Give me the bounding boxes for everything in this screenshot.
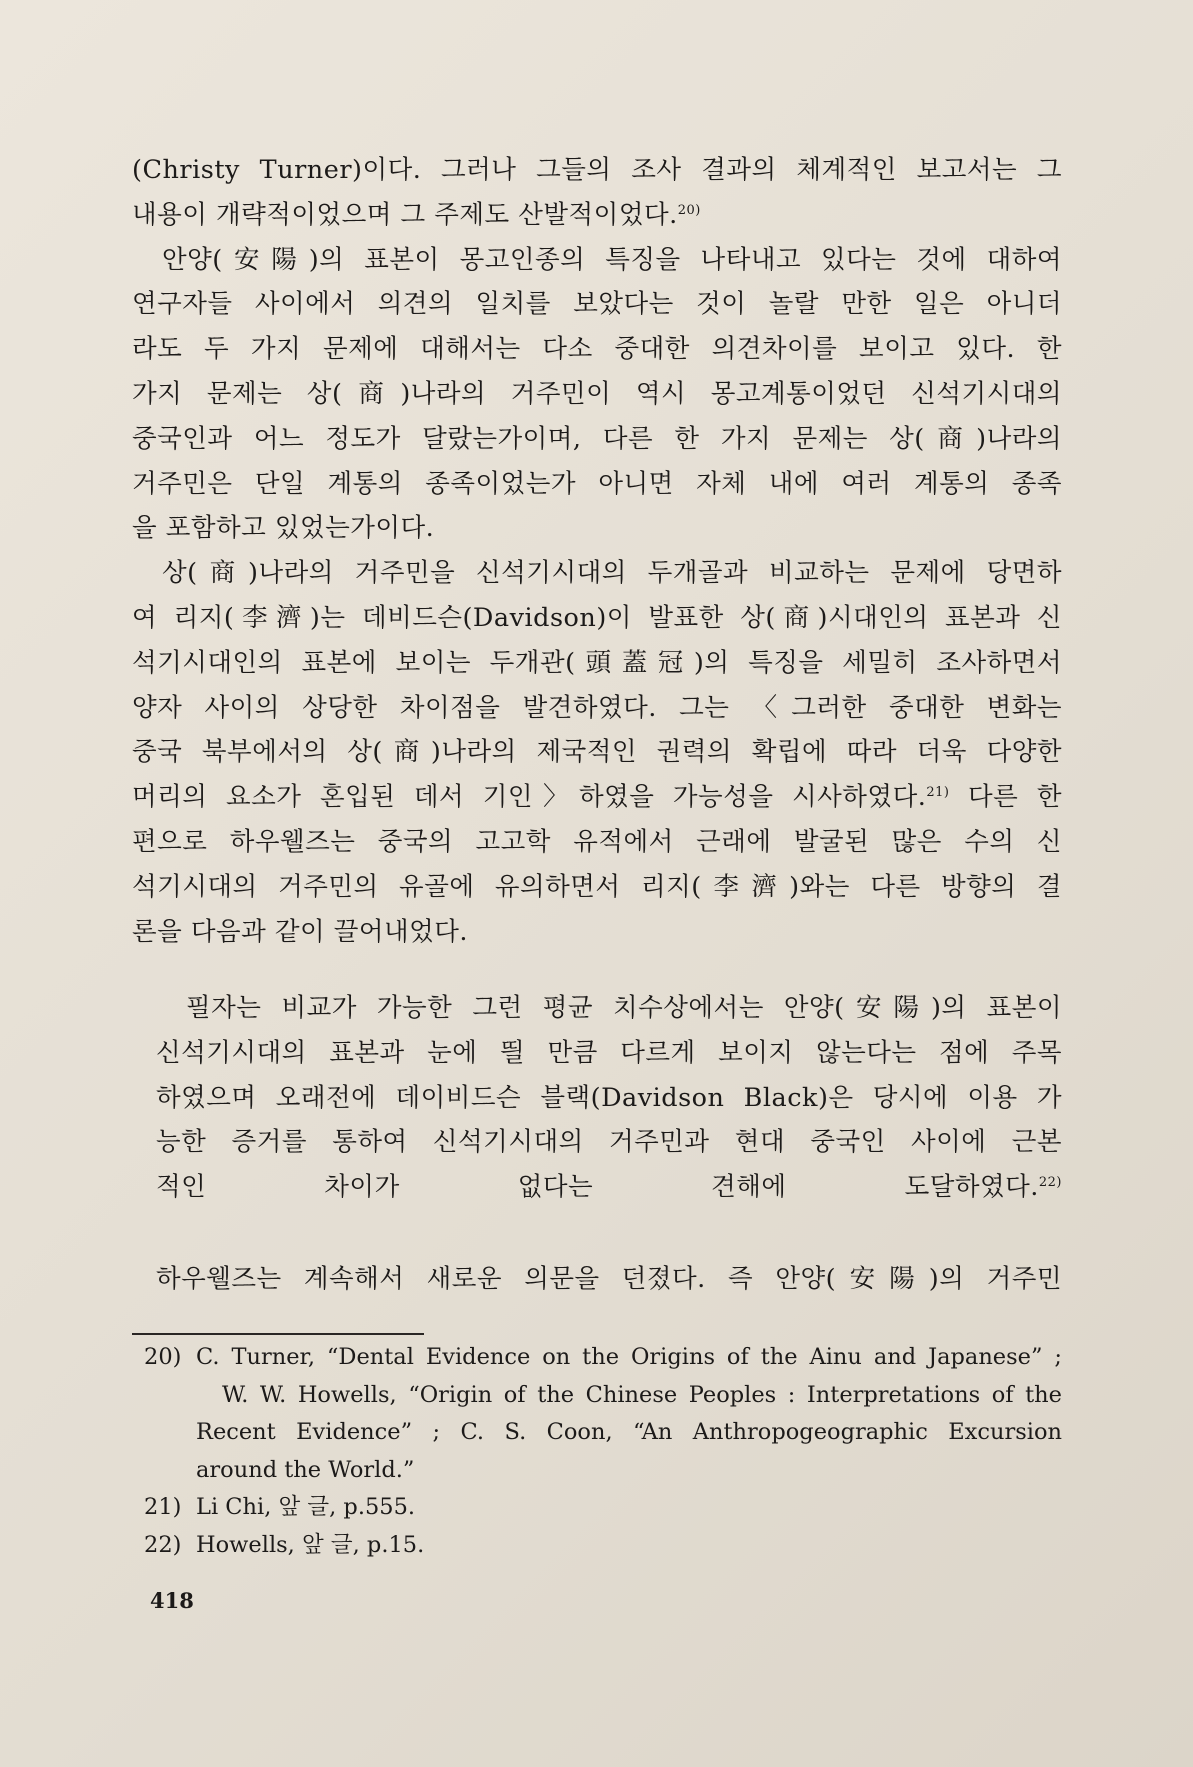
- text-line: 연구자들 사이에서 의견의 일치를 보았다는 것이 놀랄 만한 일은 아니더: [132, 289, 1062, 320]
- text-line: 양자 사이의 상당한 차이점을 발견하였다. 그는 〈그러한 중대한 변화는: [132, 692, 1062, 723]
- text-line: 내용이 개략적이었으며 그 주제도 산발적이었다.$^{20)}$: [132, 199, 701, 230]
- quote-line: 신석기시대의 표본과 눈에 띌 만큼 다르게 보이지 않는다는 점에 주목: [156, 1037, 1062, 1068]
- footnote-ref-20[interactable]: 20): [677, 202, 701, 218]
- text-line: 거주민은 단일 계통의 종족이었는가 아니면 자체 내에 여러 계통의 종족: [132, 468, 1062, 499]
- quote-line: 하였으며 오래전에 데이비드슨 블랙(Davidson Black)은 당시에 이용 가: [156, 1082, 1062, 1113]
- text-line: 론을 다음과 같이 끌어내었다.: [132, 916, 469, 947]
- text-line: 상(商)나라의 거주민을 신석기시대의 두개골과 비교하는 문제에 당면하: [162, 558, 1062, 589]
- footnotes: [144, 1339, 1062, 1564]
- paragraph-4: [156, 1257, 1062, 1302]
- footnote-22: [144, 1527, 1062, 1565]
- quote-line: 적인 차이가 없다는 견해에 도달하였다.$^{22)}$: [156, 1172, 1062, 1203]
- paragraph-1: [132, 148, 1062, 238]
- footnote-text: Li Chi, 앞 글, p.555.: [196, 1494, 416, 1520]
- text-line: 라도 두 가지 문제에 대해서는 다소 중대한 의견차이를 보이고 있다. 한: [132, 334, 1062, 365]
- text-line: 석기시대인의 표본에 보이는 두개관(頭蓋冠)의 특징을 세밀히 조사하면서: [132, 647, 1062, 678]
- footnote-21: [144, 1489, 1062, 1527]
- quote-line: 능한 증거를 통하여 신석기시대의 거주민과 현대 중국인 사이에 근본: [156, 1127, 1062, 1158]
- block-quote: [156, 986, 1062, 1210]
- footnote-ref-21[interactable]: 21): [926, 785, 950, 801]
- text-line: 여 리지(李濟)는 데비드슨(Davidson)이 발표한 상(商)시대인의 표본과 신: [132, 602, 1062, 633]
- text-line: (Christy Turner)이다. 그러나 그들의 조사 결과의 체계적인 보고서는 그: [132, 155, 1062, 185]
- main-text: [132, 148, 1062, 954]
- footnote-number: 20): [144, 1344, 182, 1370]
- text-line: 하우웰즈는 계속해서 새로운 의문을 던졌다. 즉 안양(安陽)의 거주민: [156, 1264, 1062, 1294]
- footnote-ref-22[interactable]: 22): [1038, 1175, 1062, 1191]
- text-line: 중국인과 어느 정도가 달랐는가이며, 다른 한 가지 문제는 상(商)나라의: [132, 423, 1062, 454]
- text-line: 석기시대의 거주민의 유골에 유의하면서 리지(李濟)와는 다른 방향의 결: [132, 871, 1062, 902]
- paragraph-2: [132, 238, 1062, 552]
- quote-line: 필자는 비교가 가능한 그런 평균 치수상에서는 안양(安陽)의 표본이: [186, 993, 1062, 1023]
- text-line: 중국 북부에서의 상(商)나라의 제국적인 권력의 확립에 따라 더욱 다양한: [132, 737, 1062, 768]
- text-line: 머리의 요소가 혼입된 데서 기인〉하였을 가능성을 시사하였다.$^{21)}$ 다른 한: [132, 782, 1062, 813]
- footnote-text: Howells, 앞 글, p.15.: [196, 1531, 425, 1558]
- footnote-number: 22): [144, 1531, 182, 1558]
- footnote-20: [144, 1339, 1062, 1489]
- page-number: 418: [150, 1588, 194, 1613]
- text-line: 편으로 하우웰즈는 중국의 고고학 유적에서 근래에 발굴된 많은 수의 신: [132, 826, 1062, 857]
- footnote-number: 21): [144, 1494, 182, 1520]
- paragraph-3: [132, 551, 1062, 954]
- footnote-divider: [132, 1333, 424, 1335]
- text-line: 안양(安陽)의 표본이 몽고인종의 특징을 나타내고 있다는 것에 대하여: [162, 244, 1062, 275]
- text-line: 을 포함하고 있었는가이다.: [132, 513, 435, 544]
- text-line: 가지 문제는 상(商)나라의 거주민이 역시 몽고계통이었던 신석기시대의: [132, 378, 1062, 409]
- footnote-text: C. Turner, “Dental Evidence on the Origins of the Ainu and Japanese” ; W. W. Howells, “Origin of the Chinese Peoples : Interpretations of the Recent Evidence” ; C. S. Coon, “An Anthropogeographic Excursion around the World.”: [196, 1344, 1062, 1483]
